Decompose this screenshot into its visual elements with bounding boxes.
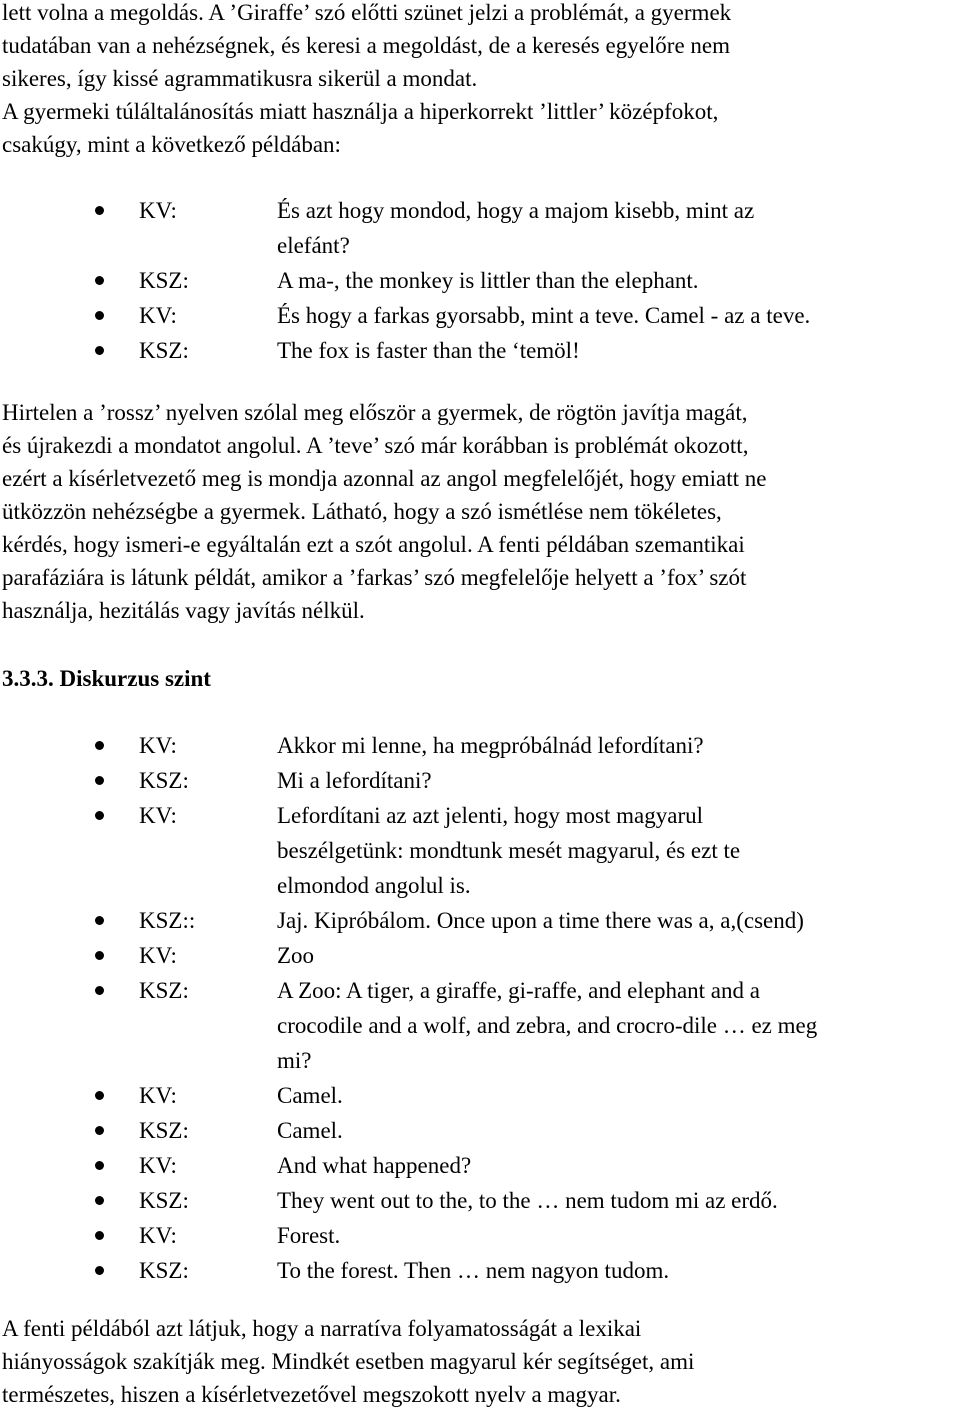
dialogue-list-1 bbox=[0, 193, 960, 368]
dialogue-turn bbox=[0, 973, 960, 1078]
utterance bbox=[277, 763, 960, 798]
bullet-icon bbox=[95, 1091, 104, 1100]
utterance bbox=[277, 298, 960, 333]
utterance-line: And what happened? bbox=[277, 1153, 472, 1178]
utterance-line: És hogy a farkas gyorsabb, mint a teve. Camel - az a teve. bbox=[277, 303, 811, 328]
dialogue-turn bbox=[0, 193, 960, 263]
paragraph-conclusion bbox=[2, 1312, 958, 1411]
utterance-line: They went out to the, to the … nem tudom mi az erdő. bbox=[277, 1188, 778, 1213]
utterance-line: A ma-, the monkey is littler than the elephant. bbox=[277, 268, 699, 293]
utterance-line: beszélgetünk: mondtunk mesét magyarul, és ezt te bbox=[277, 838, 741, 863]
paragraph-analysis bbox=[2, 396, 958, 627]
dialogue-turn bbox=[0, 1113, 960, 1148]
bullet-icon bbox=[95, 1231, 104, 1240]
speaker-label: KV: bbox=[139, 1223, 177, 1248]
speaker-label: KV: bbox=[139, 1153, 177, 1178]
utterance-line: Jaj. Kipróbálom. Once upon a time there was a, a,(csend) bbox=[277, 908, 804, 933]
speaker-label: KSZ: bbox=[139, 268, 189, 293]
bullet-icon bbox=[95, 1161, 104, 1170]
utterance bbox=[277, 973, 960, 1078]
text-line: A fenti példából azt látjuk, hogy a narratíva folyamatosságát a lexikai bbox=[2, 1316, 642, 1341]
speaker-label: KV: bbox=[139, 303, 177, 328]
bullet-icon bbox=[95, 1266, 104, 1275]
speaker-label: KV: bbox=[139, 198, 177, 223]
text-line: csakúgy, mint a következő példában: bbox=[2, 132, 341, 157]
text-line: és újrakezdi a mondatot angolul. A ’teve’ szó már korábban is problémát okozott, bbox=[2, 433, 749, 458]
dialogue-turn bbox=[0, 333, 960, 368]
utterance-line: Zoo bbox=[277, 943, 315, 968]
utterance-line: Lefordítani az azt jelenti, hogy most magyarul bbox=[277, 803, 703, 828]
text-line: természetes, hiszen a kísérletvezetővel megszokott nyelv a magyar. bbox=[2, 1382, 621, 1407]
utterance-line: A Zoo: A tiger, a giraffe, gi-raffe, and elephant and a bbox=[277, 978, 760, 1003]
utterance-line: The fox is faster than the ‘temöl! bbox=[277, 338, 580, 363]
utterance bbox=[277, 938, 960, 973]
speaker-label: KSZ: bbox=[139, 338, 189, 363]
bullet-icon bbox=[95, 741, 104, 750]
utterance bbox=[277, 1078, 960, 1113]
utterance bbox=[277, 333, 960, 368]
dialogue-turn bbox=[0, 728, 960, 763]
utterance-line: Akkor mi lenne, ha megpróbálnád lefordítani? bbox=[277, 733, 704, 758]
text-line: lett volna a megoldás. A ’Giraffe’ szó előtti szünet jelzi a problémát, a gyermek bbox=[2, 0, 732, 25]
dialogue-list-2 bbox=[0, 728, 960, 1288]
utterance bbox=[277, 798, 960, 903]
utterance-line: To the forest. Then … nem nagyon tudom. bbox=[277, 1258, 670, 1283]
speaker-label: KSZ:: bbox=[139, 908, 196, 933]
dialogue-turn bbox=[0, 298, 960, 333]
dialogue-turn bbox=[0, 263, 960, 298]
text-line: használja, hezitálás vagy javítás nélkül. bbox=[2, 598, 365, 623]
text-line: kérdés, hogy ismeri-e egyáltalán ezt a szót angolul. A fenti példában szemantikai bbox=[2, 532, 745, 557]
utterance bbox=[277, 1113, 960, 1148]
utterance bbox=[277, 193, 960, 263]
text-line: Hirtelen a ’rossz’ nyelven szólal meg először a gyermek, de rögtön javítja magát, bbox=[2, 400, 748, 425]
utterance-line: elmondod angolul is. bbox=[277, 873, 471, 898]
section-heading: 3.3.3. Diskurzus szint bbox=[2, 666, 211, 691]
utterance-line: Camel. bbox=[277, 1118, 343, 1143]
speaker-label: KSZ: bbox=[139, 1118, 189, 1143]
utterance bbox=[277, 903, 960, 938]
bullet-icon bbox=[95, 811, 104, 820]
text-line: ezért a kísérletvezető meg is mondja azonnal az angol megfelelőjét, hogy emiatt ne bbox=[2, 466, 767, 491]
utterance bbox=[277, 1218, 960, 1253]
speaker-label: KSZ: bbox=[139, 978, 189, 1003]
speaker-label: KSZ: bbox=[139, 768, 189, 793]
text-line: sikeres, így kissé agrammatikusra sikerül a mondat. bbox=[2, 66, 478, 91]
speaker-label: KSZ: bbox=[139, 1258, 189, 1283]
bullet-icon bbox=[95, 311, 104, 320]
utterance bbox=[277, 1253, 960, 1288]
utterance-line: Forest. bbox=[277, 1223, 341, 1248]
utterance bbox=[277, 1148, 960, 1183]
bullet-icon bbox=[95, 346, 104, 355]
dialogue-turn bbox=[0, 938, 960, 973]
utterance-line: mi? bbox=[277, 1048, 312, 1073]
dialogue-turn bbox=[0, 1183, 960, 1218]
text-line: tudatában van a nehézségnek, és keresi a megoldást, de a keresés egyelőre nem bbox=[2, 33, 731, 58]
speaker-label: KV: bbox=[139, 803, 177, 828]
dialogue-turn bbox=[0, 1218, 960, 1253]
dialogue-turn bbox=[0, 1078, 960, 1113]
text-line: parafáziára is látunk példát, amikor a ’farkas’ szó megfelelője helyett a ’fox’ szót bbox=[2, 565, 747, 590]
bullet-icon bbox=[95, 276, 104, 285]
bullet-icon bbox=[95, 776, 104, 785]
utterance bbox=[277, 263, 960, 298]
utterance-line: És azt hogy mondod, hogy a majom kisebb, mint az bbox=[277, 198, 755, 223]
bullet-icon bbox=[95, 916, 104, 925]
dialogue-turn bbox=[0, 763, 960, 798]
utterance bbox=[277, 728, 960, 763]
bullet-icon bbox=[95, 206, 104, 215]
utterance-line: Camel. bbox=[277, 1083, 343, 1108]
text-line: ütközzön nehézségbe a gyermek. Látható, hogy a szó ismétlése nem tökéletes, bbox=[2, 499, 722, 524]
utterance-line: crocodile and a wolf, and zebra, and crocro-dile … ez meg bbox=[277, 1013, 818, 1038]
speaker-label: KV: bbox=[139, 943, 177, 968]
utterance-line: elefánt? bbox=[277, 233, 350, 258]
dialogue-turn bbox=[0, 798, 960, 903]
utterance bbox=[277, 1183, 960, 1218]
dialogue-turn bbox=[0, 1253, 960, 1288]
paragraph-intro bbox=[2, 0, 958, 161]
speaker-label: KV: bbox=[139, 1083, 177, 1108]
speaker-label: KSZ: bbox=[139, 1188, 189, 1213]
bullet-icon bbox=[95, 1196, 104, 1205]
utterance-line: Mi a lefordítani? bbox=[277, 768, 432, 793]
text-line: A gyermeki túláltalánosítás miatt használja a hiperkorrekt ’littler’ középfokot, bbox=[2, 99, 719, 124]
bullet-icon bbox=[95, 951, 104, 960]
speaker-label: KV: bbox=[139, 733, 177, 758]
dialogue-turn bbox=[0, 1148, 960, 1183]
bullet-icon bbox=[95, 986, 104, 995]
dialogue-turn bbox=[0, 903, 960, 938]
bullet-icon bbox=[95, 1126, 104, 1135]
text-line: hiányosságok szakítják meg. Mindkét esetben magyarul kér segítséget, ami bbox=[2, 1349, 695, 1374]
